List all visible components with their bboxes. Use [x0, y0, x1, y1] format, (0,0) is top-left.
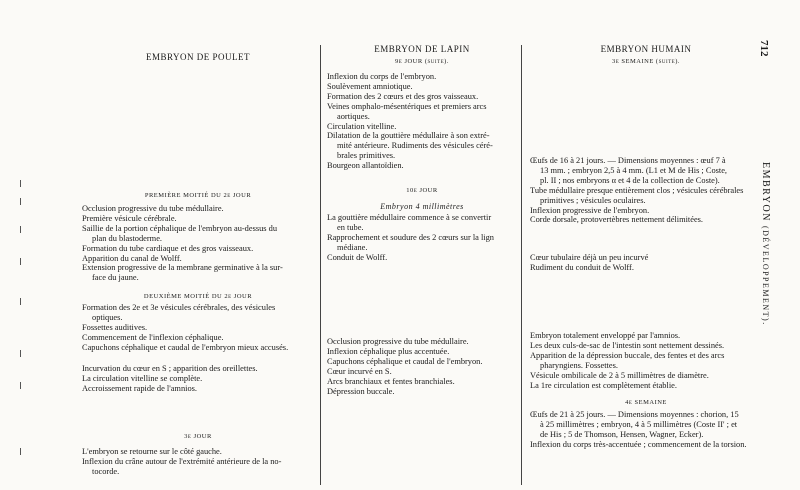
text-line: Inflexion du corps de l'embryon.	[327, 72, 437, 81]
text-block	[82, 364, 314, 394]
text-block	[530, 253, 762, 273]
text-line: Rapprochement et soudure des 2 cœurs sur la lign	[327, 232, 494, 242]
text-block	[82, 447, 314, 477]
text-line: aortiques.	[337, 111, 370, 121]
text-block	[82, 303, 314, 353]
text-line: Circulation vitelline.	[327, 121, 397, 131]
text-block	[82, 204, 314, 283]
text-line: Œufs de 16 à 21 jours. — Dimensions moyennes : œuf 7 à	[530, 156, 726, 165]
text-line: Commencement de l'inflexion céphalique.	[82, 332, 224, 342]
text-line: Cœur tubulaire déjà un peu incurvé	[530, 253, 649, 262]
text-line: Occlusion progressive du tube médullaire.	[327, 337, 469, 346]
margin-mark	[20, 298, 21, 305]
text-line: Cœur incurvé en S.	[327, 366, 392, 376]
text-block	[327, 72, 517, 171]
text-line: Conduit de Wolff.	[327, 252, 388, 262]
text-line: médiane.	[337, 242, 368, 252]
column-divider-1	[320, 45, 321, 485]
text-line: L'embryon se retourne sur le côté gauche.	[82, 447, 222, 456]
text-line: Œufs de 21 à 25 jours. — Dimensions moyennes : chorion, 15	[530, 410, 739, 419]
text-line: Soulèvement amniotique.	[327, 81, 413, 91]
text-line: 13 mm. ; embryon 2,5 à 4 mm. (L1 et M de His ; Coste,	[540, 165, 728, 175]
margin-mark	[20, 382, 21, 389]
page-number: 712	[758, 40, 770, 57]
column-title: EMBRYON DE LAPIN	[374, 44, 470, 54]
text-line: Occlusion progressive du tube médullaire.	[82, 204, 224, 213]
column-divider-2	[521, 45, 522, 485]
text-line: Dilatation de la gouttière médullaire à son extré-	[327, 131, 490, 141]
text-line: à 25 millimètres ; embryon, 4 à 5 millimètres (Coste II' ; et	[540, 419, 738, 429]
text-line: Vésicule ombilicale de 2 à 5 millimètres de diamètre.	[530, 370, 709, 380]
text-line: pl. II ; nos embryons α et 4 de la collection de Coste).	[540, 175, 720, 185]
text-block	[327, 213, 517, 263]
section-subhead: Embryon 4 millimètres	[380, 202, 464, 211]
text-line: Formation des 2e et 3e vésicules cérébrales, des vésicules	[82, 303, 276, 312]
section-head: DEUXIÈME MOITIÉ DU 2e JOUR	[143, 293, 253, 300]
text-line: Veines omphalo-mésentériques et premiers arcs	[327, 101, 487, 111]
text-line: en tube.	[337, 222, 364, 232]
text-line: La gouttière médullaire commence à se convertir	[327, 213, 492, 222]
text-line: Saillie de la portion céphalique de l'embryon au-dessus du	[82, 223, 278, 233]
section-head: PREMIÈRE MOITIÉ DU 2e JOUR	[144, 192, 252, 199]
margin-mark	[20, 198, 21, 205]
margin-mark	[20, 180, 21, 187]
column-lapin	[327, 44, 517, 484]
running-head-sub: (DÉVELOPPEMENT).	[761, 225, 770, 326]
running-head-main: EMBRYON	[760, 162, 771, 222]
text-line: Formation du tube cardiaque et des gros vaisseaux.	[82, 243, 254, 253]
section-head: 10e JOUR	[406, 187, 438, 194]
text-line: brales primitives.	[337, 151, 396, 161]
text-block	[327, 337, 517, 396]
margin-mark	[20, 350, 21, 357]
text-line: Inflexion céphalique plus accentuée.	[327, 346, 450, 356]
text-line: Accroissement rapide de l'amnios.	[82, 383, 198, 393]
text-line: Première vésicule cérébrale.	[82, 213, 177, 223]
text-line: Apparition de la dépression buccale, des fentes et des arcs	[530, 350, 725, 360]
text-line: primitives ; vésicules oculaires.	[540, 195, 646, 205]
text-line: Apparition du canal de Wolff.	[82, 253, 182, 263]
text-line: plan du blastoderme.	[92, 233, 163, 243]
text-block	[530, 331, 762, 390]
text-line: optiques.	[92, 312, 123, 322]
text-line: Les deux culs-de-sac de l'intestin sont nettement dessinés.	[530, 340, 725, 350]
text-line: Inflexion du crâne autour de l'extrémité antérieure de la no-	[82, 456, 282, 466]
text-line: tocorde.	[92, 466, 120, 476]
text-line: Capuchons céphalique et caudal de l'embryon mieux accusés.	[82, 342, 289, 352]
column-title: EMBRYON HUMAIN	[600, 44, 692, 54]
text-line: mité antérieure. Rudiments des vésicules céré-	[337, 141, 493, 151]
text-line: Formation des 2 cœurs et des gros vaisseaux.	[327, 91, 479, 101]
text-line: face du jaune.	[92, 273, 139, 283]
text-line: Bourgeon allantoïdien.	[327, 161, 404, 171]
section-head: 3e SEMAINE (suite).	[611, 57, 681, 65]
text-line: La circulation vitelline se complète.	[82, 373, 203, 383]
margin-mark	[20, 258, 21, 265]
margin-mark	[20, 448, 21, 455]
column-title: EMBRYON DE POULET	[145, 52, 250, 62]
text-block	[530, 410, 762, 450]
section-head: 3e JOUR	[184, 433, 212, 440]
text-block	[530, 156, 762, 225]
text-line: Inflexion du corps très-accentuée ; commencement de la torsion.	[530, 439, 747, 449]
text-line: Arcs branchiaux et fentes branchiales.	[327, 376, 455, 386]
section-head: 9e JOUR (suite).	[395, 57, 449, 65]
margin-mark	[20, 226, 21, 233]
text-line: Embryon totalement enveloppé par l'amnios.	[530, 331, 681, 340]
text-line: Capuchons céphalique et caudal de l'embryon.	[327, 356, 483, 366]
column-humain	[530, 44, 762, 484]
section-head: 4e SEMAINE	[625, 399, 667, 406]
column-poulet	[82, 44, 314, 484]
text-line: de His ; 5 de Thomson, Hensen, Wagner, Ecker).	[540, 429, 704, 439]
text-line: Fossettes auditives.	[82, 322, 148, 332]
text-line: Rudiment du conduit de Wolff.	[530, 262, 634, 272]
text-line: Incurvation du cœur en S ; apparition des oreillettes.	[82, 364, 258, 373]
text-line: Corde dorsale, protovertèbres nettement délimitées.	[530, 215, 704, 225]
text-line: La 1re circulation est complètement établie.	[530, 380, 677, 390]
text-line: pharyngiens. Fossettes.	[540, 360, 618, 370]
text-line: Extension progressive de la membrane germinative à la sur-	[82, 263, 283, 273]
text-line: Dépression buccale.	[327, 386, 395, 396]
text-line: Tube médullaire presque entièrement clos ; vésicules cérébrales	[530, 185, 744, 195]
text-line: Inflexion progressive de l'embryon.	[530, 205, 650, 215]
